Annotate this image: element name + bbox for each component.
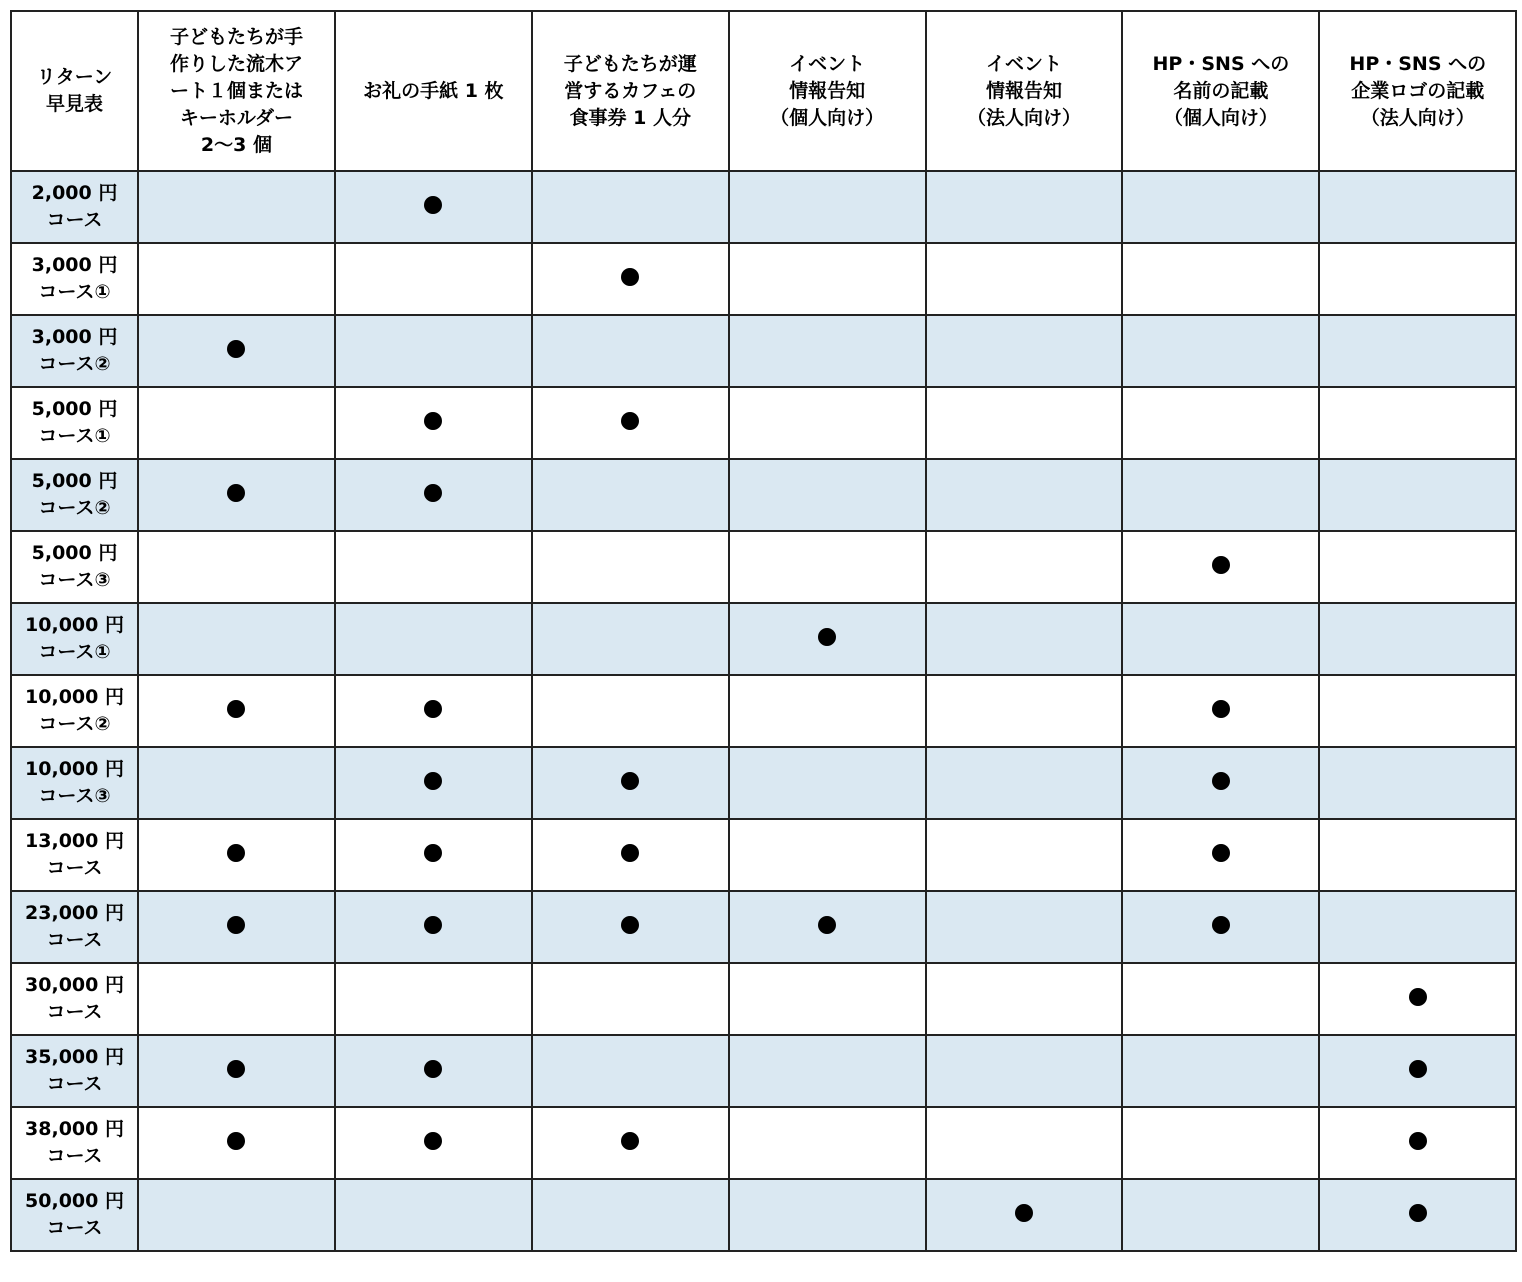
reward-cell [532,459,729,531]
table-row [11,1035,1516,1107]
course-label: 10,000 円 コース② [11,675,138,747]
reward-cell [335,675,532,747]
table-row [11,387,1516,459]
reward-cell [335,891,532,963]
included-mark [1409,1204,1427,1222]
course-label: 35,000 円 コース [11,1035,138,1107]
table-row [11,963,1516,1035]
included-mark [227,340,245,358]
header-cell-thank-you-letter: お礼の手紙 1 枚 [335,11,532,171]
table-row [11,459,1516,531]
included-mark [621,1132,639,1150]
reward-cell [138,243,335,315]
included-mark [1409,988,1427,1006]
reward-cell [138,315,335,387]
reward-cell [138,603,335,675]
course-label: 2,000 円 コース [11,171,138,243]
reward-cell [729,387,926,459]
table-row [11,1107,1516,1179]
reward-cell [138,459,335,531]
included-mark [621,916,639,934]
reward-cell [926,1107,1123,1179]
reward-cell [926,747,1123,819]
reward-cell [1319,675,1516,747]
course-label: 5,000 円 コース② [11,459,138,531]
reward-cell [729,1179,926,1251]
reward-cell [1319,1179,1516,1251]
table-row [11,171,1516,243]
table-body [11,171,1516,1251]
reward-cell [729,675,926,747]
included-mark [227,1060,245,1078]
table-row [11,675,1516,747]
reward-cell [729,891,926,963]
reward-cell [532,603,729,675]
reward-cell [1319,243,1516,315]
reward-cell [1122,819,1319,891]
reward-cell [1122,387,1319,459]
reward-cell [335,315,532,387]
included-mark [621,412,639,430]
reward-cell [532,819,729,891]
reward-cell [532,171,729,243]
table-row [11,747,1516,819]
reward-cell [926,819,1123,891]
reward-cell [138,1035,335,1107]
reward-cell [729,1107,926,1179]
header-row [11,11,1516,171]
reward-cell [532,675,729,747]
reward-cell [729,315,926,387]
table-row [11,531,1516,603]
reward-cell [926,603,1123,675]
header-cell-event-notice-corporate: イベント 情報告知 （法人向け） [926,11,1123,171]
included-mark [424,700,442,718]
reward-cell [1122,747,1319,819]
included-mark [424,916,442,934]
included-mark [227,844,245,862]
reward-cell [138,747,335,819]
reward-cell [1122,531,1319,603]
reward-cell [335,1107,532,1179]
reward-cell [926,387,1123,459]
header-cell-driftwood-art: 子どもたちが手 作りした流木ア ート１個または キーホルダー 2〜3 個 [138,11,335,171]
course-label: 23,000 円 コース [11,891,138,963]
reward-cell [1122,315,1319,387]
included-mark [424,484,442,502]
reward-cell [1319,819,1516,891]
reward-cell [1122,171,1319,243]
reward-cell [729,243,926,315]
included-mark [621,772,639,790]
header-cell-event-notice-individual: イベント 情報告知 （個人向け） [729,11,926,171]
reward-cell [729,963,926,1035]
included-mark [1212,556,1230,574]
included-mark [424,772,442,790]
reward-cell [926,243,1123,315]
reward-cell [532,1179,729,1251]
reward-cell [729,171,926,243]
reward-cell [335,171,532,243]
course-label: 38,000 円 コース [11,1107,138,1179]
reward-cell [1122,675,1319,747]
included-mark [818,628,836,646]
included-mark [1212,772,1230,790]
reward-cell [138,963,335,1035]
included-mark [424,412,442,430]
course-label: 3,000 円 コース② [11,315,138,387]
reward-cell [335,387,532,459]
reward-cell [1122,243,1319,315]
course-label: 30,000 円 コース [11,963,138,1035]
reward-cell [926,531,1123,603]
included-mark [1212,844,1230,862]
course-label: 10,000 円 コース③ [11,747,138,819]
reward-cell [138,387,335,459]
reward-cell [532,243,729,315]
reward-cell [729,459,926,531]
included-mark [1409,1060,1427,1078]
reward-cell [729,1035,926,1107]
reward-cell [729,603,926,675]
reward-cell [729,819,926,891]
reward-cell [1319,315,1516,387]
included-mark [424,1132,442,1150]
table-row [11,891,1516,963]
included-mark [227,484,245,502]
included-mark [621,844,639,862]
reward-cell [335,243,532,315]
reward-cell [335,603,532,675]
course-label: 5,000 円 コース① [11,387,138,459]
reward-cell [335,963,532,1035]
included-mark [424,844,442,862]
reward-cell [1122,603,1319,675]
reward-cell [532,1107,729,1179]
reward-cell [729,531,926,603]
course-label: 5,000 円 コース③ [11,531,138,603]
reward-cell [335,747,532,819]
reward-cell [1319,747,1516,819]
reward-cell [532,1035,729,1107]
included-mark [424,196,442,214]
reward-cell [138,531,335,603]
reward-cell [926,171,1123,243]
reward-cell [926,963,1123,1035]
included-mark [1212,916,1230,934]
reward-cell [532,747,729,819]
included-mark [227,1132,245,1150]
reward-cell [138,819,335,891]
reward-cell [1122,963,1319,1035]
reward-cell [1122,1107,1319,1179]
reward-cell [532,531,729,603]
included-mark [227,700,245,718]
included-mark [1015,1204,1033,1222]
return-table [10,10,1517,1252]
reward-cell [532,315,729,387]
header-cell-cafe-meal-ticket: 子どもたちが運 営するカフェの 食事券 1 人分 [532,11,729,171]
reward-cell [335,459,532,531]
reward-cell [926,675,1123,747]
reward-cell [335,1179,532,1251]
header-cell-name-listing-individual: HP・SNS への 名前の記載 （個人向け） [1122,11,1319,171]
reward-cell [926,891,1123,963]
reward-cell [532,963,729,1035]
table-row [11,315,1516,387]
reward-cell [1319,531,1516,603]
reward-cell [138,1179,335,1251]
reward-cell [335,531,532,603]
reward-cell [1122,459,1319,531]
reward-cell [1122,1179,1319,1251]
included-mark [621,268,639,286]
included-mark [227,916,245,934]
included-mark [1409,1132,1427,1150]
reward-cell [926,1035,1123,1107]
course-label: 10,000 円 コース① [11,603,138,675]
table-row [11,603,1516,675]
table-row [11,243,1516,315]
reward-cell [138,891,335,963]
reward-cell [138,675,335,747]
reward-cell [1319,1107,1516,1179]
reward-cell [532,387,729,459]
course-label: 50,000 円 コース [11,1179,138,1251]
reward-cell [1319,459,1516,531]
reward-cell [1319,963,1516,1035]
included-mark [818,916,836,934]
reward-cell [926,1179,1123,1251]
reward-cell [926,315,1123,387]
included-mark [1212,700,1230,718]
reward-cell [532,891,729,963]
reward-cell [926,459,1123,531]
reward-cell [335,1035,532,1107]
reward-cell [1319,1035,1516,1107]
reward-cell [1122,891,1319,963]
reward-cell [138,171,335,243]
reward-cell [1122,1035,1319,1107]
included-mark [424,1060,442,1078]
reward-cell [1319,171,1516,243]
header-cell-logo-listing-corporate: HP・SNS への 企業ロゴの記載 （法人向け） [1319,11,1516,171]
table-row [11,1179,1516,1251]
reward-cell [1319,891,1516,963]
course-label: 13,000 円 コース [11,819,138,891]
reward-cell [335,819,532,891]
header-cell-title: リターン 早見表 [11,11,138,171]
reward-cell [138,1107,335,1179]
reward-cell [1319,603,1516,675]
reward-cell [729,747,926,819]
course-label: 3,000 円 コース① [11,243,138,315]
table-row [11,819,1516,891]
reward-cell [1319,387,1516,459]
